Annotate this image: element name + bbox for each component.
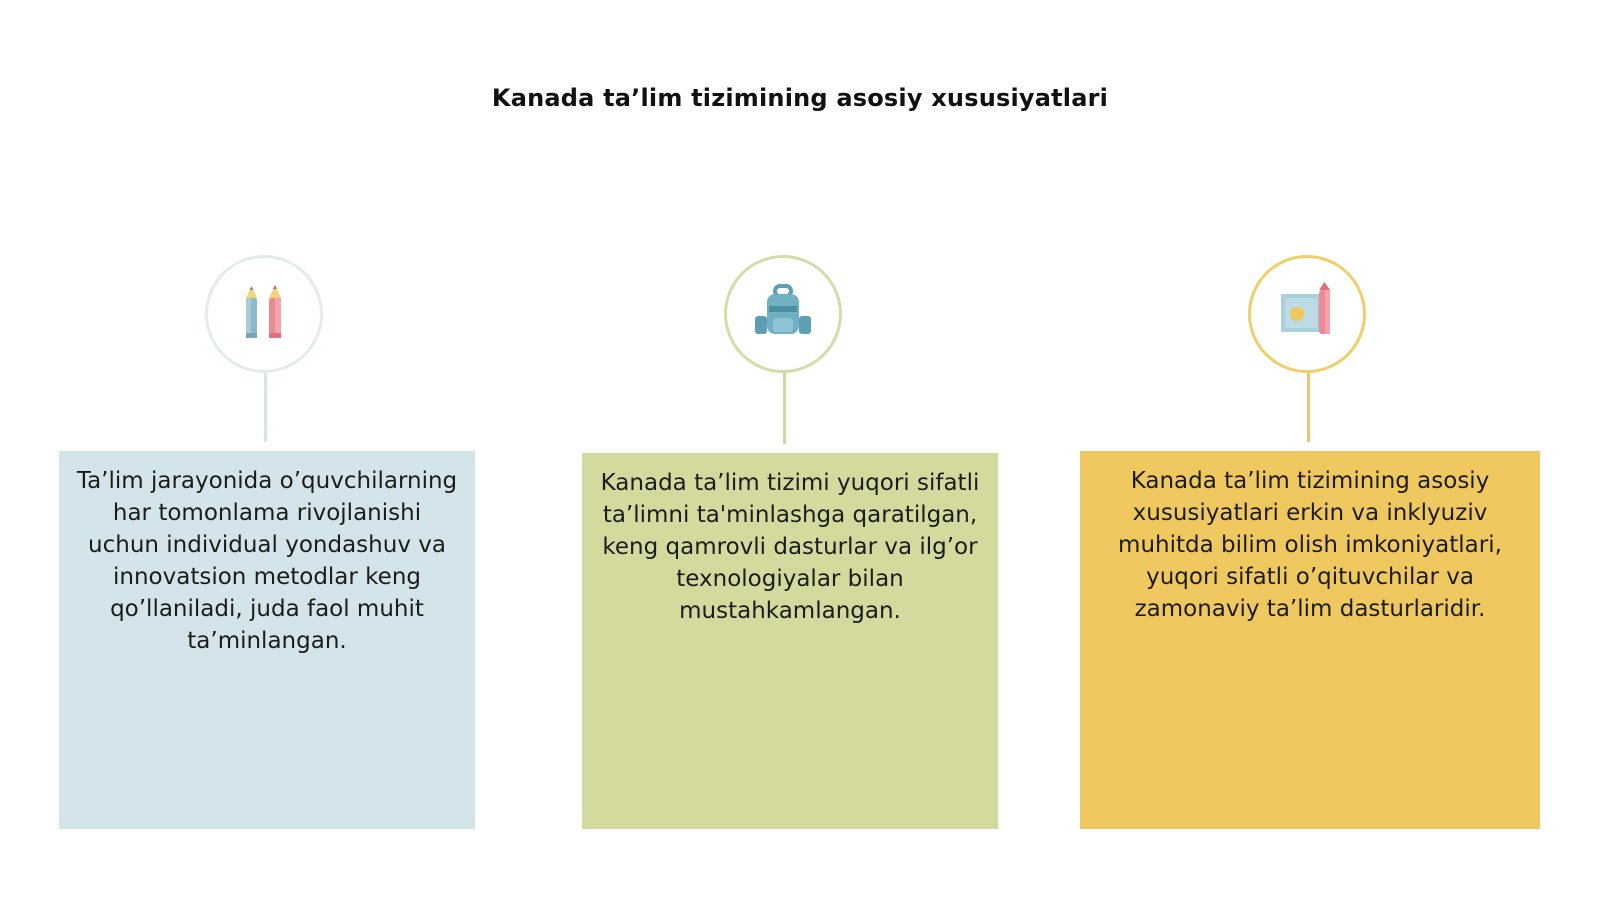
connector-line: [1307, 370, 1310, 442]
feature-card-3: [1080, 451, 1540, 829]
feature-card-1: [59, 451, 475, 829]
connector-line: [783, 370, 786, 444]
connector-line: [264, 370, 267, 442]
icon-circle: [205, 255, 323, 373]
pencils-icon: [234, 280, 294, 348]
backpack-icon: [751, 280, 815, 348]
feature-text: Kanada ta’lim tizimining asosiy xususiyatlari erkin va inklyuziv muhitda bilim olish imkoniyatlari, yuqori sifatli o’qituvchilar va zamonaviy ta’lim dasturlaridir.: [1118, 468, 1502, 622]
icon-circle: [1248, 255, 1366, 373]
feature-text: Ta’lim jarayonida o’quvchilarning har tomonlama rivojlanishi uchun individual yondashuv va innovatsion metodlar keng qo’llaniladi, juda faol muhit ta’minlangan.: [76, 468, 458, 654]
feature-text: Kanada ta’lim tizimi yuqori sifatli ta’limni ta'minlashga qaratilgan, keng qamrovli dasturlar va ilg’or texnologiyalar bilan mustahkamlangan.: [600, 470, 980, 624]
icon-circle: [724, 255, 842, 373]
slide-title: Kanada ta’lim tizimining asosiy xususiyatlari: [491, 84, 1109, 112]
feature-card-2: [582, 453, 998, 829]
drawing-board-icon: [1275, 280, 1339, 348]
